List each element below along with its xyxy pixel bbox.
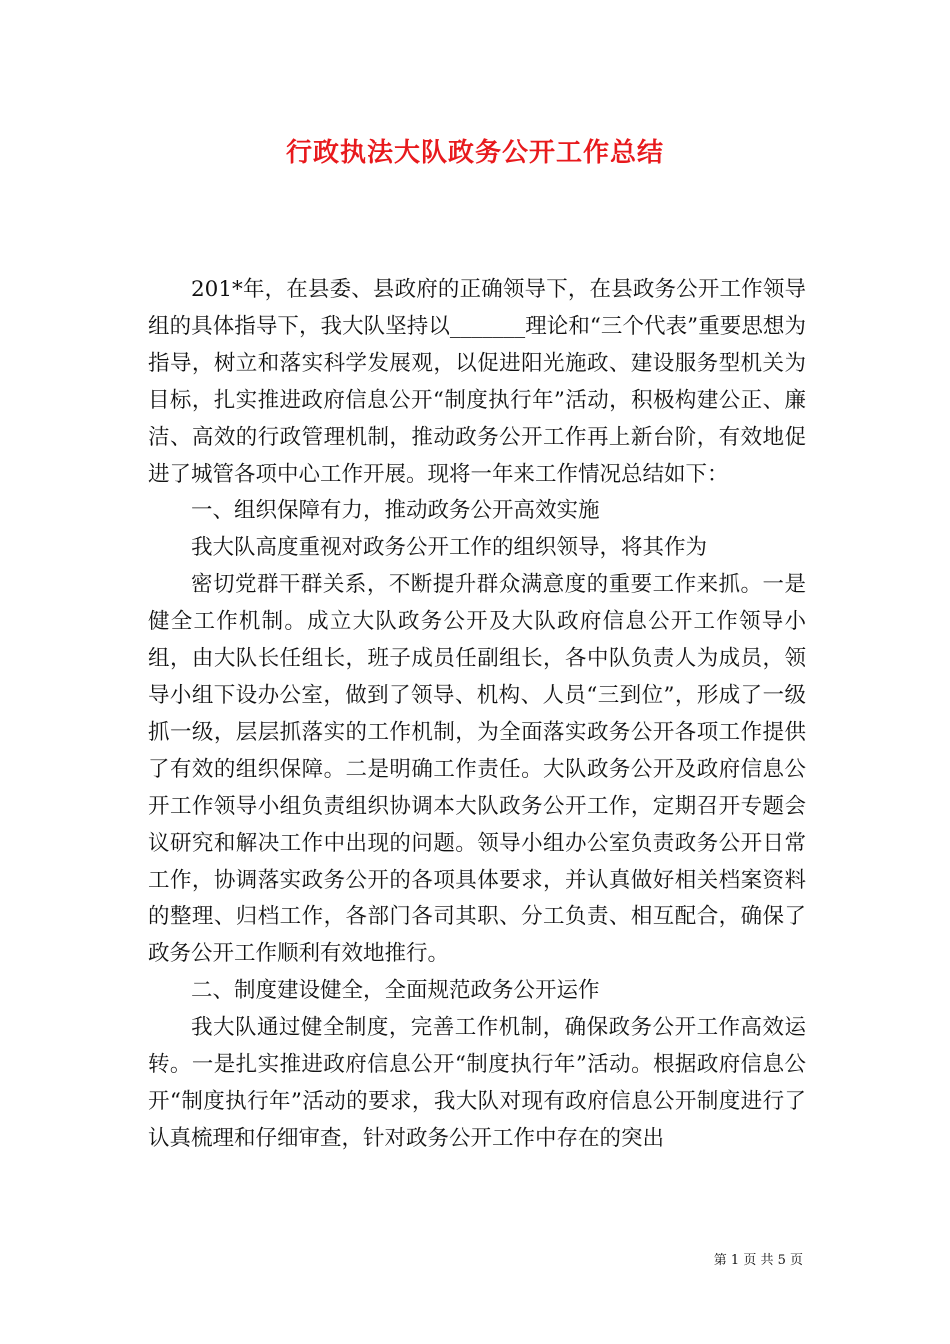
document-title: 行政执法大队政务公开工作总结 bbox=[285, 138, 664, 168]
paragraph-section-2-body: 我大队通过健全制度，完善工作机制，确保政务公开工作高效运转。一是扎实推进政府信息公开“制度执行年”活动。根据政府信息公开“制度执行年”活动的要求，我大队对现有政府信息公开制度进行了认真梳理和仔细审查，针对政务公开工作中存在的突出 bbox=[148, 1015, 806, 1151]
section-heading-1: 一、组织保障有力，推动政务公开高效实施 bbox=[191, 498, 600, 524]
paragraph-intro: 201*年，在县委、县政府的正确领导下，在县政务公开工作领导组的具体指导下，我大队坚持以_______理论和“三个代表”重要思想为指导，树立和落实科学发展观，以促进阳光施政、建设服务型机关为目标，扎实推进政府信息公开“制度执行年”活动，积极构建公正、廉洁、高效的行政管理机制，推动政务公开工作再上新台阶，有效地促进了城管各项中心工作开展。现将一年来工作情况总结如下： bbox=[148, 277, 806, 487]
paragraph-section-1-body: 密切党群干群关系，不断提升群众满意度的重要工作来抓。一是健全工作机制。成立大队政务公开及大队政府信息公开工作领导小组，由大队长任组长，班子成员任副组长，各中队负责人为成员，领导小组下设办公室，做到了领导、机构、人员“三到位”，形成了一级抓一级，层层抓落实的工作机制，为全面落实政务公开各项工作提供了有效的组织保障。二是明确工作责任。大队政务公开及政府信息公开工作领导小组负责组织协调本大队政务公开工作，定期召开专题会议研究和解决工作中出现的问题。领导小组办公室负责政务公开日常工作，协调落实政务公开的各项具体要求，并认真做好相关档案资料的整理、归档工作，各部门各司其职、分工负责、相互配合，确保了政务公开工作顺利有效地推行。 bbox=[148, 572, 806, 967]
document-body bbox=[148, 272, 806, 1158]
page-number: 第 1 页 共 5 页 bbox=[713, 1253, 803, 1268]
section-heading-2: 二、制度建设健全，全面规范政务公开运作 bbox=[191, 978, 600, 1004]
paragraph-section-1-lead: 我大队高度重视对政务公开工作的组织领导，将其作为 bbox=[191, 535, 708, 561]
